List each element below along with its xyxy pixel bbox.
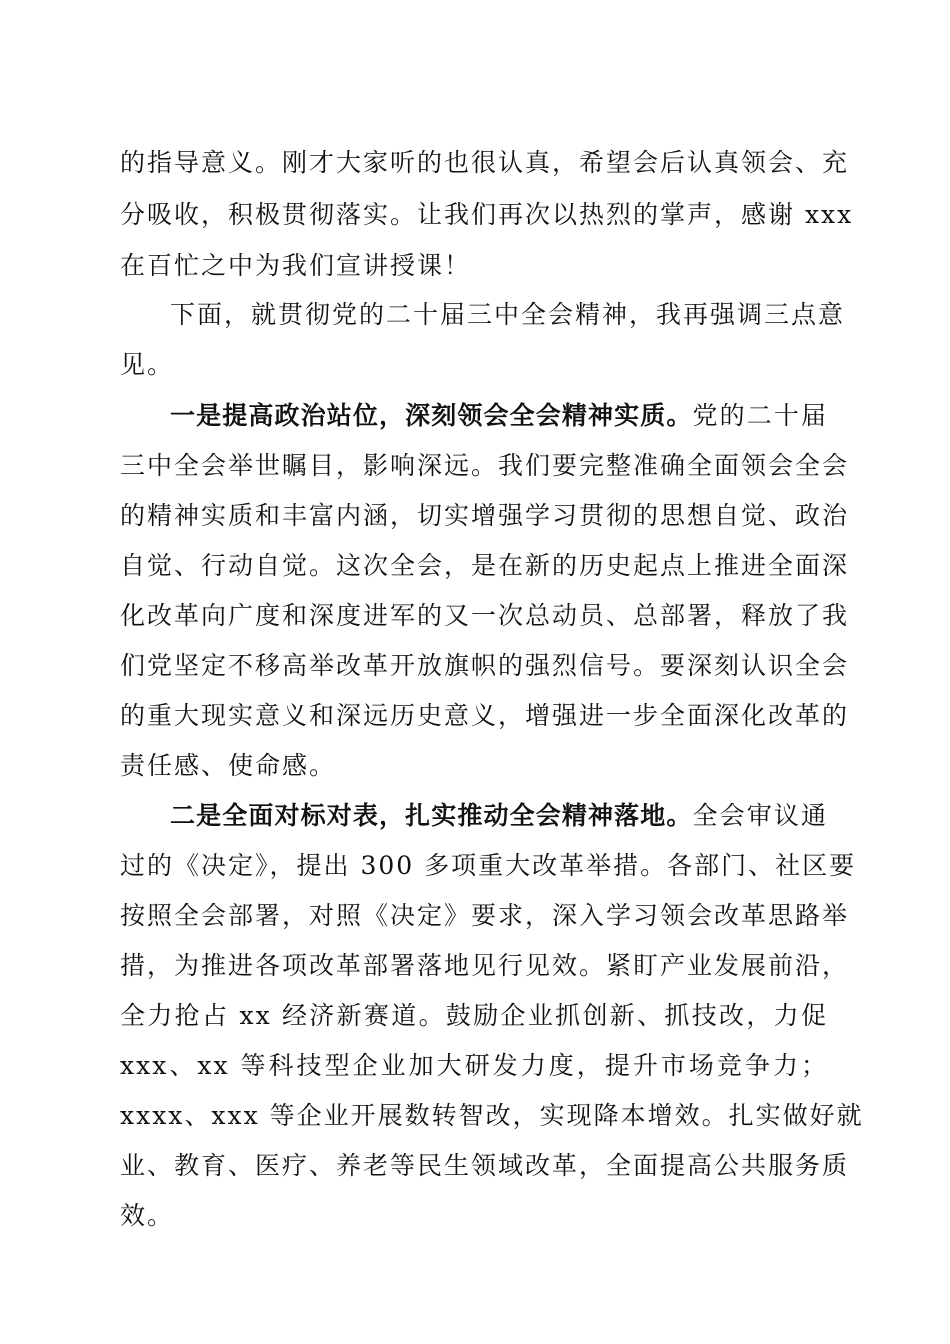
intro-line-2: 分吸收，积极贯彻落实。让我们再次以热烈的掌声，感谢 xxx (120, 200, 854, 229)
point2-line-4: 措，为推进各项改革部署落地见行见效。紧盯产业发展前沿， (120, 951, 850, 980)
point1-line-5: 化改革向广度和深度进军的又一次总动员、总部署，释放了我 (120, 601, 850, 630)
point2-line-6: xxx、xx 等科技型企业加大研发力度，提升市场竞争力； (120, 1051, 828, 1080)
point2-heading: 二是全面对标对表，扎实推动全会精神落地。 (170, 801, 693, 830)
point2-line-9: 效。 (120, 1201, 175, 1230)
point2-line-5: 全力抢占 xx 经济新赛道。鼓励企业抓创新、抓技改，力促 (120, 1001, 828, 1030)
point2-line1-rest: 全会审议通 (692, 801, 828, 830)
point2-line-7: xxxx、xxx 等企业开展数转智改，实现降本增效。扎实做好就 (120, 1101, 864, 1130)
point1-line-3: 的精神实质和丰富内涵，切实增强学习贯彻的思想自觉、政治 (120, 501, 850, 530)
intro-line-1: 的指导意义。刚才大家听的也很认真，希望会后认真领会、充 (120, 148, 850, 177)
point1-line-7: 的重大现实意义和深远历史意义，增强进一步全面深化改革的 (120, 701, 850, 730)
point2-line-2: 过的《决定》，提出 300 多项重大改革举措。各部门、社区要 (120, 851, 857, 880)
point2-first-line (170, 796, 828, 836)
point1-line-2: 三中全会举世瞩目，影响深远。我们要完整准确全面领会全会 (120, 451, 850, 480)
point2-line-3: 按照全会部署，对照《决定》要求，深入学习领会改革思路举 (120, 901, 850, 930)
intro-line-3: 在百忙之中为我们宣讲授课！ (120, 251, 472, 280)
point2-line-8: 业、教育、医疗、养老等民生领域改革，全面提高公共服务质 (120, 1151, 850, 1180)
transition-line-1: 下面，就贯彻党的二十届三中全会精神，我再强调三点意 (170, 300, 846, 329)
point1-line1-rest: 党的二十届 (692, 401, 828, 430)
point1-heading: 一是提高政治站位，深刻领会全会精神实质。 (170, 401, 693, 430)
point1-first-line (170, 396, 828, 436)
point1-line-8: 责任感、使命感。 (120, 751, 337, 780)
point1-line-4: 自觉、行动自觉。这次全会，是在新的历史起点上推进全面深 (120, 551, 850, 580)
point1-line-6: 们党坚定不移高举改革开放旗帜的强烈信号。要深刻认识全会 (120, 651, 850, 680)
transition-line-2: 见。 (120, 350, 175, 379)
